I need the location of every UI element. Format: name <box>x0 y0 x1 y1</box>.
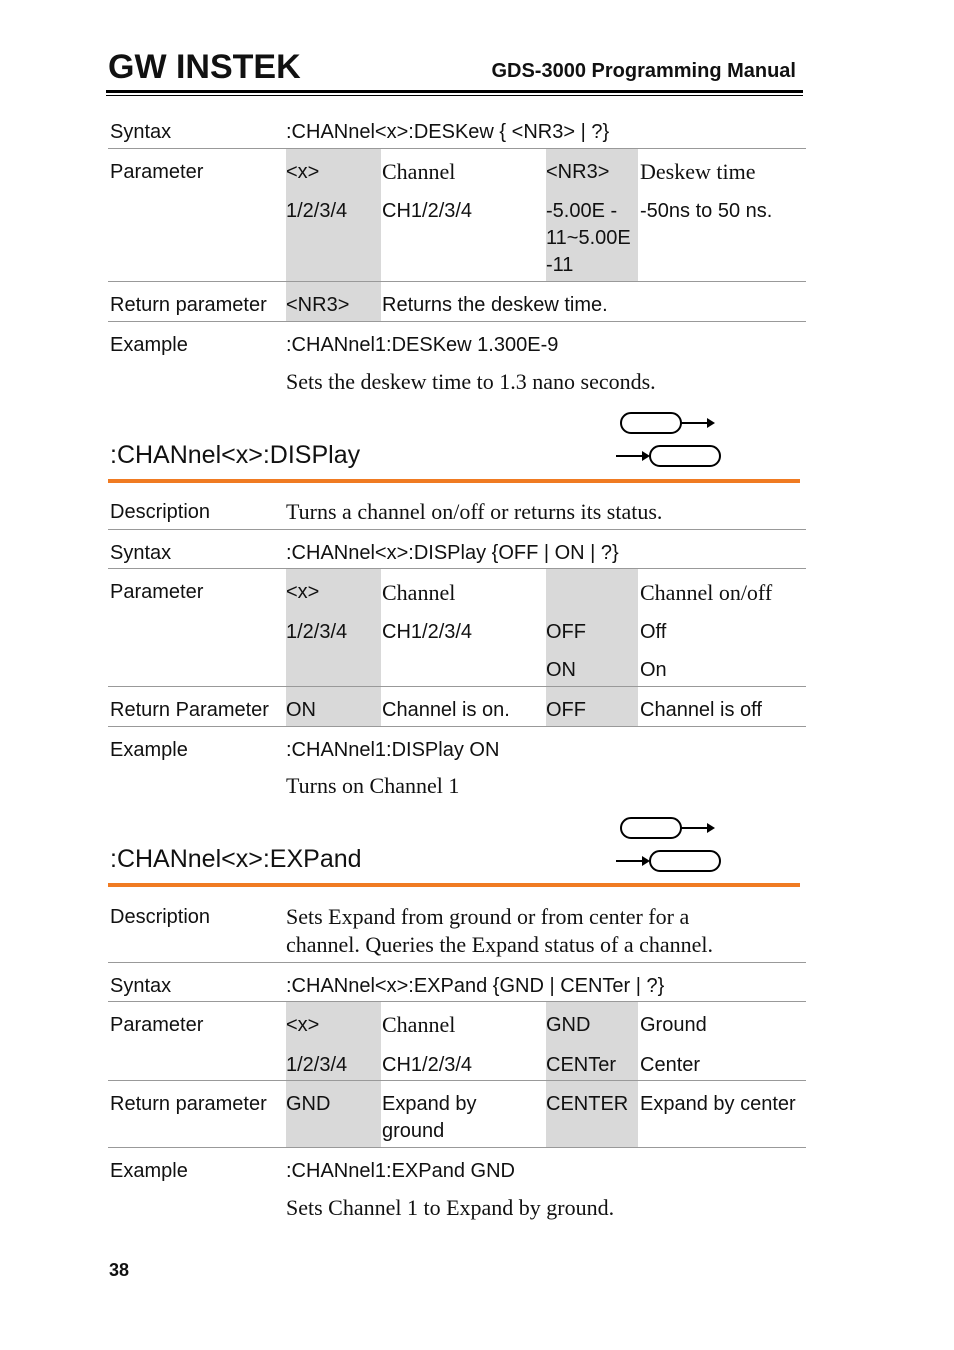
return-off-desc: Channel is off <box>640 699 762 721</box>
divider <box>108 962 806 963</box>
param-x: <x> <box>286 581 320 603</box>
description-text: Sets Expand from ground or from center for a <box>286 904 690 929</box>
return-on: ON <box>286 699 316 721</box>
header-rule-thin <box>106 95 803 96</box>
param-gnd-desc: Ground <box>640 1014 707 1036</box>
example-command: :CHANnel1:DISPlay ON <box>286 739 500 761</box>
set-query-icon <box>614 410 724 470</box>
param-off-desc: Off <box>640 621 667 643</box>
divider <box>108 281 806 282</box>
param-ch: CH1/2/3/4 <box>382 1054 473 1076</box>
brand-logo: GW INSTEK <box>108 48 301 86</box>
param-gnd: GND <box>546 1014 591 1036</box>
syntax-value: :CHANnel<x>:EXPand {GND | CENTer | ?} <box>286 975 665 997</box>
return-gnd-desc: Expand by <box>382 1093 477 1115</box>
param-on: ON <box>546 659 576 681</box>
param-deskew-time: Deskew time <box>640 159 756 184</box>
parameter-label: Parameter <box>110 581 204 603</box>
divider <box>108 321 806 322</box>
divider <box>108 529 806 530</box>
description-label: Description <box>110 501 211 523</box>
param-nr3: <NR3> <box>546 161 610 183</box>
param-center: CENTer <box>546 1054 617 1076</box>
section-rule <box>108 883 800 887</box>
example-label: Example <box>110 1160 188 1182</box>
description-label: Description <box>110 906 211 928</box>
example-command: :CHANnel1:DESKew 1.300E-9 <box>286 334 559 356</box>
syntax-label: Syntax <box>110 542 172 564</box>
syntax-label: Syntax <box>110 121 172 143</box>
param-range: 11~5.00E <box>546 227 631 249</box>
param-x: <x> <box>286 1014 320 1036</box>
param-range: -5.00E - <box>546 200 618 222</box>
example-description: Sets the deskew time to 1.3 nano seconds. <box>286 369 656 394</box>
divider <box>108 1080 806 1081</box>
example-label: Example <box>110 334 188 356</box>
page-number: 38 <box>109 1260 130 1280</box>
return-label: Return parameter <box>110 1093 267 1115</box>
param-values: 1/2/3/4 <box>286 1054 348 1076</box>
param-range: -11 <box>546 254 574 276</box>
example-description: Turns on Channel 1 <box>286 773 460 798</box>
param-center-desc: Center <box>640 1054 701 1076</box>
param-range-desc: -50ns to 50 ns. <box>640 200 773 222</box>
section-title: :CHANnel<x>:EXPand <box>110 845 362 873</box>
example-label: Example <box>110 739 188 761</box>
syntax-label: Syntax <box>110 975 172 997</box>
syntax-value: :CHANnel<x>:DESKew { <NR3> | ?} <box>286 121 610 143</box>
divider <box>108 148 806 149</box>
parameter-label: Parameter <box>110 1014 204 1036</box>
manual-title: GDS-3000 Programming Manual <box>491 60 796 82</box>
divider <box>108 1001 806 1002</box>
return-desc: Returns the deskew time. <box>382 294 608 316</box>
param-channel: Channel <box>382 1012 456 1037</box>
example-description: Sets Channel 1 to Expand by ground. <box>286 1195 615 1220</box>
return-center-desc: Expand by center <box>640 1093 796 1115</box>
set-query-icon <box>614 814 724 874</box>
param-channel: Channel <box>382 159 456 184</box>
description-text: Turns a channel on/off or returns its status. <box>286 499 663 524</box>
param-ch: CH1/2/3/4 <box>382 621 473 643</box>
return-value: <NR3> <box>286 294 350 316</box>
divider <box>108 726 806 727</box>
param-off: OFF <box>546 621 586 643</box>
divider <box>108 1147 806 1148</box>
return-center: CENTER <box>546 1093 629 1115</box>
header-rule-thick <box>106 90 803 93</box>
parameter-label: Parameter <box>110 161 204 183</box>
section-rule <box>108 479 800 483</box>
return-gnd: GND <box>286 1093 331 1115</box>
param-on-desc: On <box>640 659 667 681</box>
return-label: Return Parameter <box>110 699 269 721</box>
section-title: :CHANnel<x>:DISPlay <box>110 441 361 469</box>
description-text: channel. Queries the Expand status of a channel. <box>286 932 714 957</box>
param-onoff: Channel on/off <box>640 580 773 605</box>
example-command: :CHANnel1:EXPand GND <box>286 1160 515 1182</box>
return-gnd-desc: ground <box>382 1120 445 1142</box>
param-ch: CH1/2/3/4 <box>382 200 473 222</box>
param-channel: Channel <box>382 580 456 605</box>
return-off: OFF <box>546 699 586 721</box>
param-values: 1/2/3/4 <box>286 621 348 643</box>
syntax-value: :CHANnel<x>:DISPlay {OFF | ON | ?} <box>286 542 619 564</box>
param-values: 1/2/3/4 <box>286 200 348 222</box>
divider <box>108 686 806 687</box>
divider <box>108 568 806 569</box>
param-x: <x> <box>286 161 320 183</box>
return-label: Return parameter <box>110 294 267 316</box>
return-on-desc: Channel is on. <box>382 699 510 721</box>
